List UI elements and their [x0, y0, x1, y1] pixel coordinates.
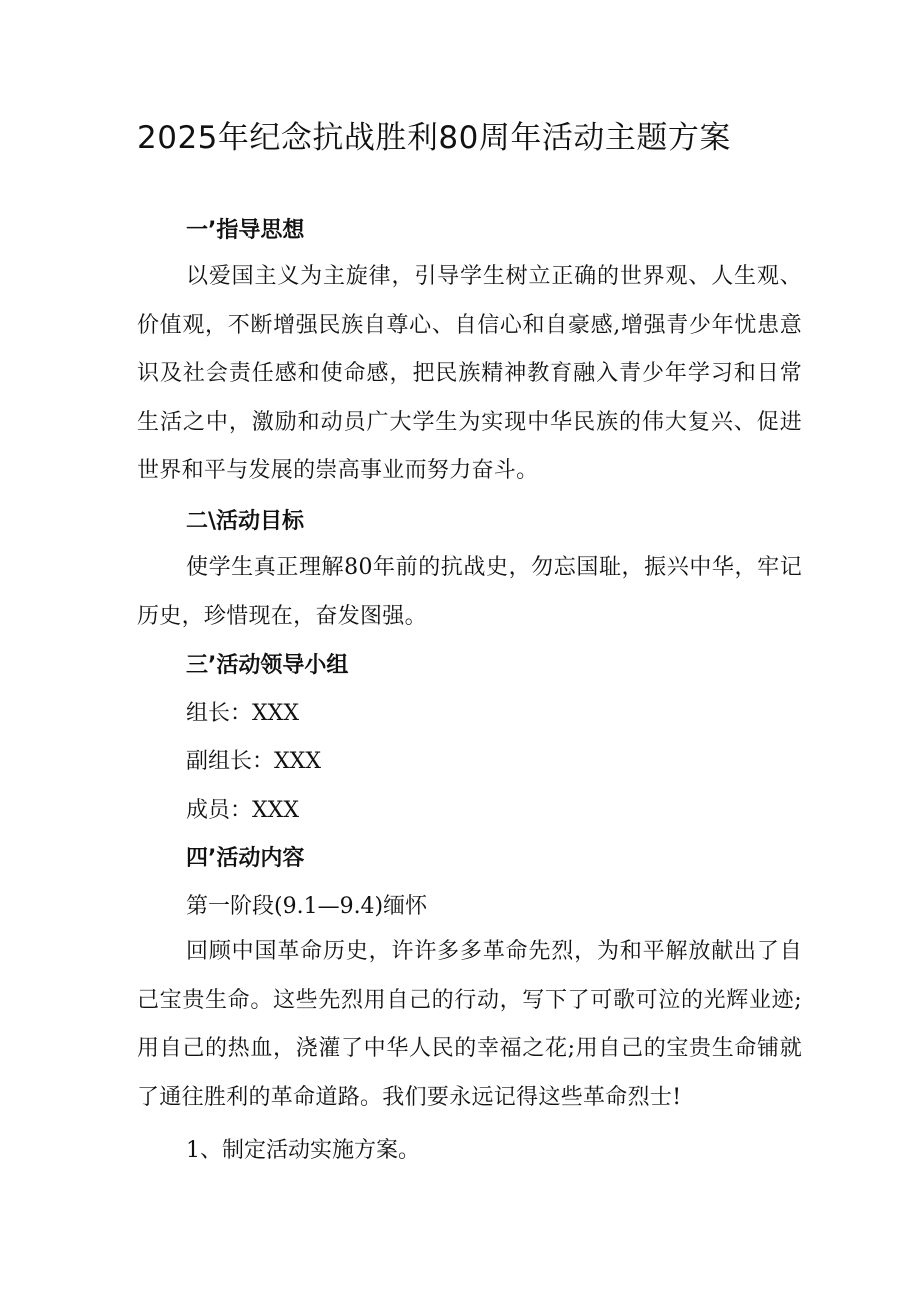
phase-one-line: 第一阶段(9.1—9.4)缅怀 — [186, 894, 428, 919]
document-title: 2025年纪念抗战胜利80周年活动主题方案 — [137, 120, 731, 156]
section-heading-activity-goals: 二\活动目标 — [186, 509, 305, 534]
members-line: 成员：XXX — [186, 798, 299, 823]
group-leader-line: 组长：XXX — [186, 701, 299, 726]
activity-content-paragraph: 回顾中国革命历史，许许多多革命先烈，为和平解放献出了自己宝贵生命。这些先烈用自己的行动，写下了可歌可泣的光辉业迹;用自己的热血，浇灌了中华人民的幸福之花;用自己的宝贵生命铺就了通往胜利的革命道路。我们要永远记得这些革命烈士! — [137, 939, 802, 1110]
plan-item-line: 1、制定活动实施方案。 — [186, 1138, 420, 1163]
section-heading-guiding-ideology: 一’指导思想 — [186, 218, 305, 243]
activity-goals-paragraph: 使学生真正理解80年前的抗战史，勿忘国耻，振兴中华，牢记历史，珍惜现在，奋发图强。 — [137, 555, 802, 629]
deputy-leader-line: 副组长：XXX — [186, 749, 321, 774]
guiding-ideology-paragraph: 以爱国主义为主旋律，引导学生树立正确的世界观、人生观、价值观，不断增强民族自尊心、自信心和自豪感,增强青少年忧患意识及社会责任感和使命感，把民族精神教育融入青少年学习和日常生活之中，激励和动员广大学生为实现中华民族的伟大复兴、促进世界和平与发展的崇高事业而努力奋斗。 — [137, 264, 802, 484]
section-heading-leadership-group: 三’活动领导小组 — [186, 653, 349, 678]
section-heading-activity-content: 四’活动内容 — [186, 846, 305, 871]
